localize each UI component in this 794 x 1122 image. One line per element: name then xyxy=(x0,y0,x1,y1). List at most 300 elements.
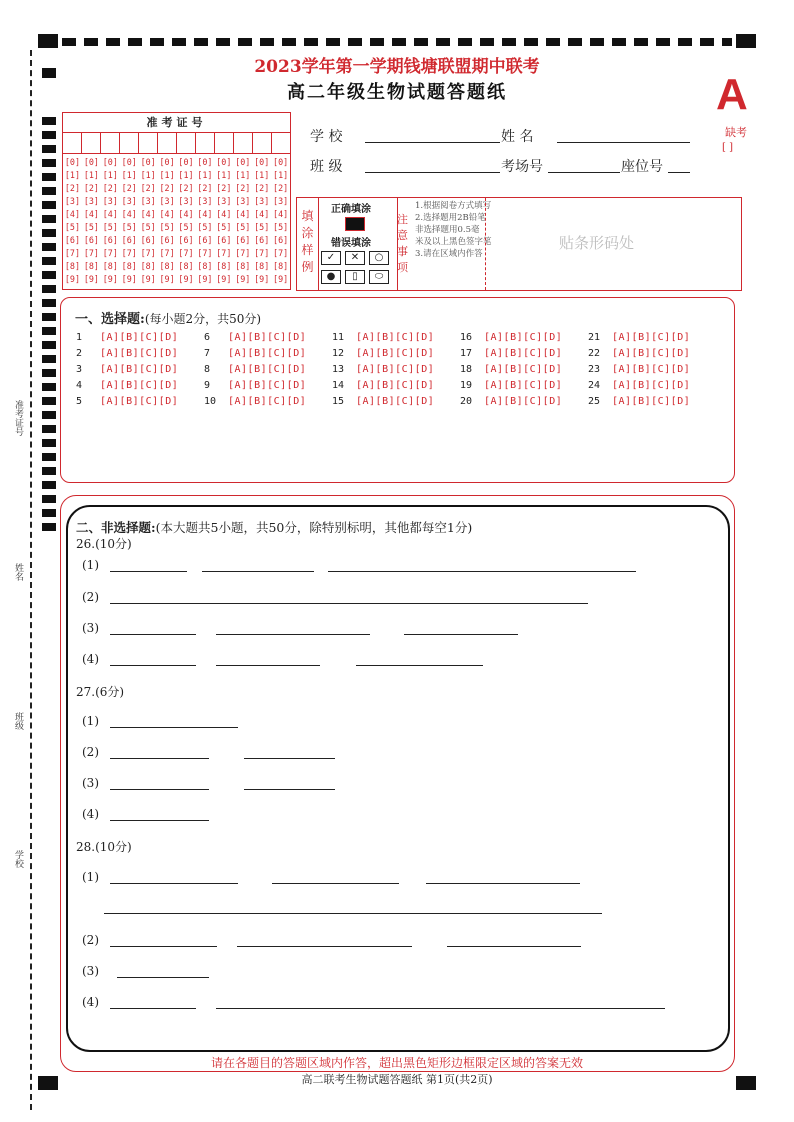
exam-number-cell[interactable] xyxy=(177,133,196,153)
digit-bubble[interactable]: [4] xyxy=(254,209,270,219)
choice-item xyxy=(332,380,460,396)
timing-mark xyxy=(42,439,56,447)
digit-bubble[interactable]: [1] xyxy=(254,170,270,180)
q27-2-blank-b[interactable] xyxy=(244,758,335,759)
circle-mark-icon: ○ xyxy=(369,251,389,265)
timing-mark xyxy=(42,355,56,363)
digit-bubble[interactable]: [4] xyxy=(140,209,156,219)
question-26-title: 26.(10分) xyxy=(76,537,132,551)
q26-part-1: (1) xyxy=(82,558,99,572)
multiple-choice-section xyxy=(60,297,735,483)
digit-bubble[interactable]: [3] xyxy=(216,196,232,206)
q27-3-blank-b[interactable] xyxy=(244,789,335,790)
correct-fill-label: 正确填涂 xyxy=(331,204,371,215)
digit-bubble[interactable]: [9] xyxy=(121,274,137,284)
answer-options[interactable]: [A][B][C][D] xyxy=(228,332,307,343)
answer-options[interactable]: [A][B][C][D] xyxy=(612,332,691,343)
exam-number-digit-row xyxy=(63,208,290,221)
answer-options[interactable]: [A][B][C][D] xyxy=(100,348,179,359)
q27-part-3: (3) xyxy=(82,776,99,790)
digit-bubble[interactable]: [8] xyxy=(178,261,194,271)
digit-bubble[interactable]: [7] xyxy=(140,248,156,258)
question-number: 15 xyxy=(332,396,345,407)
answer-options[interactable]: [A][B][C][D] xyxy=(356,396,435,407)
answer-options[interactable]: [A][B][C][D] xyxy=(612,364,691,375)
digit-bubble[interactable]: [4] xyxy=(159,209,175,219)
digit-bubble[interactable]: [3] xyxy=(159,196,175,206)
q28-2-blank-a[interactable] xyxy=(110,946,217,947)
exam-number-digit-row xyxy=(63,247,290,260)
digit-bubble[interactable]: [3] xyxy=(197,196,213,206)
digit-bubble[interactable]: [0] xyxy=(102,157,118,167)
q27-part-4: (4) xyxy=(82,807,99,821)
question-number: 18 xyxy=(460,364,473,375)
q28-3-blank[interactable] xyxy=(117,977,209,978)
timing-mark xyxy=(42,201,56,209)
question-number: 3 xyxy=(76,364,83,375)
page-footer: 高二联考生物试题答题纸 第1页(共2页) xyxy=(301,1073,493,1086)
digit-bubble[interactable]: [2] xyxy=(216,183,232,193)
choice-item xyxy=(588,380,716,396)
digit-bubble[interactable]: [0] xyxy=(178,157,194,167)
digit-bubble[interactable]: [9] xyxy=(102,274,118,284)
digit-bubble[interactable]: [8] xyxy=(64,261,81,271)
digit-bubble[interactable]: [1] xyxy=(197,170,213,180)
digit-bubble[interactable]: [1] xyxy=(216,170,232,180)
question-number: 16 xyxy=(460,332,473,343)
q28-part-1: (1) xyxy=(82,870,99,884)
answer-options[interactable]: [A][B][C][D] xyxy=(356,364,435,375)
answer-options[interactable]: [A][B][C][D] xyxy=(100,396,179,407)
digit-bubble[interactable]: [9] xyxy=(254,274,270,284)
answer-options[interactable]: [A][B][C][D] xyxy=(228,380,307,391)
digit-bubble[interactable]: [3] xyxy=(254,196,270,206)
digit-bubble[interactable]: [3] xyxy=(64,196,81,206)
q26-1-blank-a[interactable] xyxy=(110,571,187,572)
digit-bubble[interactable]: [5] xyxy=(273,222,289,232)
note-line: 2.选择题用2B铅笔 xyxy=(415,213,486,223)
answer-options[interactable]: [A][B][C][D] xyxy=(484,380,563,391)
answer-options[interactable]: [A][B][C][D] xyxy=(100,332,179,343)
question-number: 11 xyxy=(332,332,345,343)
exam-number-cell[interactable] xyxy=(63,133,82,153)
choice-row xyxy=(76,332,716,348)
note-line: 1.根据阅卷方式填写 xyxy=(415,201,492,211)
answer-options[interactable]: [A][B][C][D] xyxy=(484,396,563,407)
exam-number-write-cells[interactable] xyxy=(63,133,290,154)
digit-bubble[interactable]: [8] xyxy=(273,261,289,271)
timing-mark xyxy=(42,481,56,489)
q28-1-blank-b[interactable] xyxy=(272,883,399,884)
digit-bubble[interactable]: [8] xyxy=(102,261,118,271)
digit-bubble[interactable]: [3] xyxy=(178,196,194,206)
answer-region-border xyxy=(66,505,730,1052)
room-label: 考场号 xyxy=(501,159,543,175)
digit-bubble[interactable]: [1] xyxy=(121,170,137,180)
timing-mark xyxy=(42,159,56,167)
digit-bubble[interactable]: [5] xyxy=(178,222,194,232)
q26-3-blank-b[interactable] xyxy=(216,634,370,635)
choice-item xyxy=(460,396,588,412)
answer-options[interactable]: [A][B][C][D] xyxy=(612,380,691,391)
choice-item xyxy=(460,364,588,380)
digit-bubble[interactable]: [1] xyxy=(83,170,99,180)
exam-title: 2023学年第一学期钱塘联盟期中联考 xyxy=(254,57,540,77)
choice-item xyxy=(76,380,204,396)
q28-1-blank-a[interactable] xyxy=(110,883,238,884)
digit-bubble[interactable]: [0] xyxy=(235,157,251,167)
barcode-area: 贴条形码处 xyxy=(559,234,635,252)
timing-mark xyxy=(42,187,56,195)
digit-bubble[interactable]: [6] xyxy=(197,235,213,245)
timing-mark xyxy=(42,523,56,531)
side-label-school: 学校 xyxy=(13,850,23,868)
digit-bubble[interactable]: [6] xyxy=(159,235,175,245)
exam-number-cell[interactable] xyxy=(158,133,177,153)
cross-mark-icon: ✕ xyxy=(345,251,365,265)
digit-bubble[interactable]: [3] xyxy=(273,196,289,206)
digit-bubble[interactable]: [7] xyxy=(254,248,270,258)
answer-options[interactable]: [A][B][C][D] xyxy=(612,396,691,407)
timing-mark xyxy=(42,229,56,237)
question-28-title: 28.(10分) xyxy=(76,840,132,854)
question-number: 22 xyxy=(588,348,601,359)
q26-1-blank-b[interactable] xyxy=(202,571,314,572)
digit-bubble[interactable]: [5] xyxy=(197,222,213,232)
exam-number-label: 准考证号 xyxy=(63,113,290,133)
choice-item xyxy=(204,332,332,348)
answer-options[interactable]: [A][B][C][D] xyxy=(484,364,563,375)
question-number: 12 xyxy=(332,348,345,359)
answer-options[interactable]: [A][B][C][D] xyxy=(612,348,691,359)
digit-bubble[interactable]: [6] xyxy=(102,235,118,245)
digit-bubble[interactable]: [7] xyxy=(178,248,194,258)
seat-label: 座位号 xyxy=(621,159,663,175)
timing-mark xyxy=(42,285,56,293)
digit-bubble[interactable]: [7] xyxy=(197,248,213,258)
digit-bubble[interactable]: [5] xyxy=(235,222,251,232)
digit-bubble[interactable]: [1] xyxy=(102,170,118,180)
digit-bubble[interactable]: [5] xyxy=(102,222,118,232)
question-number: 13 xyxy=(332,364,345,375)
digit-bubble[interactable]: [4] xyxy=(216,209,232,219)
choice-item xyxy=(76,364,204,380)
digit-bubble[interactable]: [2] xyxy=(83,183,99,193)
digit-bubble[interactable]: [2] xyxy=(121,183,137,193)
q28-4-blank-b[interactable] xyxy=(216,1008,665,1009)
absent-checkbox[interactable]: [ ] xyxy=(722,142,733,153)
digit-bubble[interactable]: [9] xyxy=(273,274,289,284)
q26-part-4: (4) xyxy=(82,652,99,666)
digit-bubble[interactable]: [5] xyxy=(254,222,270,232)
digit-bubble[interactable]: [8] xyxy=(235,261,251,271)
question-number: 5 xyxy=(76,396,83,407)
answer-options[interactable]: [A][B][C][D] xyxy=(484,348,563,359)
digit-bubble[interactable]: [3] xyxy=(140,196,156,206)
answer-options[interactable]: [A][B][C][D] xyxy=(356,332,435,343)
q26-2-blank[interactable] xyxy=(110,603,588,604)
digit-bubble[interactable]: [1] xyxy=(64,170,81,180)
digit-bubble[interactable]: [4] xyxy=(235,209,251,219)
side-label-name: 姓名 xyxy=(13,563,23,581)
exam-number-grid xyxy=(62,112,291,290)
digit-bubble[interactable]: [2] xyxy=(64,183,81,193)
digit-bubble[interactable]: [9] xyxy=(178,274,194,284)
corner-mark-tl xyxy=(38,34,58,48)
question-number: 2 xyxy=(76,348,83,359)
digit-bubble[interactable]: [0] xyxy=(140,157,156,167)
question-number: 14 xyxy=(332,380,345,391)
digit-bubble[interactable]: [6] xyxy=(216,235,232,245)
exam-number-digit-row xyxy=(63,156,290,169)
digit-bubble[interactable]: [6] xyxy=(121,235,137,245)
digit-bubble[interactable]: [1] xyxy=(159,170,175,180)
digit-bubble[interactable]: [4] xyxy=(102,209,118,219)
paper-title: 高二年级生物试题答题纸 xyxy=(287,82,507,103)
school-field[interactable] xyxy=(365,142,500,143)
timing-mark xyxy=(42,271,56,279)
timing-mark xyxy=(42,369,56,377)
digit-bubble[interactable]: [9] xyxy=(159,274,175,284)
digit-bubble[interactable]: [9] xyxy=(140,274,156,284)
digit-bubble[interactable]: [0] xyxy=(216,157,232,167)
timing-mark xyxy=(42,495,56,503)
q28-1-blank-d[interactable] xyxy=(104,913,602,914)
question-number: 1 xyxy=(76,332,83,343)
choice-item xyxy=(204,364,332,380)
digit-bubble[interactable]: [5] xyxy=(159,222,175,232)
exam-number-cell[interactable] xyxy=(215,133,234,153)
digit-bubble[interactable]: [8] xyxy=(197,261,213,271)
digit-bubble[interactable]: [1] xyxy=(178,170,194,180)
digit-bubble[interactable]: [2] xyxy=(178,183,194,193)
exam-number-cell[interactable] xyxy=(234,133,253,153)
exam-number-cell[interactable] xyxy=(120,133,139,153)
question-number: 21 xyxy=(588,332,601,343)
q27-4-blank[interactable] xyxy=(110,820,209,821)
timing-mark xyxy=(42,453,56,461)
choice-grid xyxy=(76,332,716,412)
exam-number-cell[interactable] xyxy=(82,133,101,153)
q26-4-blank-c[interactable] xyxy=(356,665,483,666)
digit-bubble[interactable]: [6] xyxy=(273,235,289,245)
notes-side-label: 注意事项 xyxy=(397,213,408,274)
timing-mark xyxy=(42,341,56,349)
digit-bubble[interactable]: [4] xyxy=(273,209,289,219)
q26-3-blank-a[interactable] xyxy=(110,634,196,635)
answer-options[interactable]: [A][B][C][D] xyxy=(228,396,307,407)
digit-bubble[interactable]: [4] xyxy=(121,209,137,219)
class-label: 班 级 xyxy=(310,159,343,175)
digit-bubble[interactable]: [7] xyxy=(64,248,81,258)
digit-bubble[interactable]: [1] xyxy=(235,170,251,180)
timing-mark xyxy=(42,299,56,307)
fill-sample-box xyxy=(296,197,742,291)
digit-bubble[interactable]: [5] xyxy=(216,222,232,232)
fill-sample-side-label: 填涂样例 xyxy=(297,198,319,290)
digit-bubble[interactable]: [1] xyxy=(140,170,156,180)
digit-bubble[interactable]: [7] xyxy=(159,248,175,258)
choice-item xyxy=(76,348,204,364)
choice-row xyxy=(76,364,716,380)
fill-sample-examples xyxy=(319,198,398,290)
q27-2-blank-a[interactable] xyxy=(110,758,209,759)
digit-bubble[interactable]: [0] xyxy=(159,157,175,167)
choice-item xyxy=(76,396,204,412)
digit-bubble[interactable]: [7] xyxy=(216,248,232,258)
q27-3-blank-a[interactable] xyxy=(110,789,209,790)
note-line: 非选择题用0.5毫 xyxy=(415,225,480,235)
timing-mark xyxy=(42,313,56,321)
digit-bubble[interactable]: [4] xyxy=(197,209,213,219)
digit-bubble[interactable]: [3] xyxy=(235,196,251,206)
digit-bubble[interactable]: [0] xyxy=(273,157,289,167)
answer-options[interactable]: [A][B][C][D] xyxy=(100,364,179,375)
digit-bubble[interactable]: [8] xyxy=(254,261,270,271)
answer-options[interactable]: [A][B][C][D] xyxy=(356,380,435,391)
timing-mark xyxy=(42,131,56,139)
q26-4-blank-b[interactable] xyxy=(216,665,320,666)
digit-bubble[interactable]: [6] xyxy=(83,235,99,245)
note-line: 3.请在区域内作答 xyxy=(415,249,483,259)
timing-mark xyxy=(42,411,56,419)
section1-heading xyxy=(75,308,261,327)
digit-bubble[interactable]: [4] xyxy=(83,209,99,219)
correct-fill-mark xyxy=(345,217,365,231)
version-letter: A xyxy=(716,70,748,119)
digit-bubble[interactable]: [3] xyxy=(121,196,137,206)
digit-bubble[interactable]: [2] xyxy=(254,183,270,193)
digit-bubble[interactable]: [5] xyxy=(83,222,99,232)
digit-bubble[interactable]: [7] xyxy=(102,248,118,258)
answer-options[interactable]: [A][B][C][D] xyxy=(228,348,307,359)
digit-bubble[interactable]: [5] xyxy=(64,222,81,232)
name-field[interactable] xyxy=(557,142,690,143)
digit-bubble[interactable]: [2] xyxy=(235,183,251,193)
q26-1-blank-c[interactable] xyxy=(328,571,636,572)
digit-bubble[interactable]: [9] xyxy=(64,274,81,284)
question-number: 10 xyxy=(204,396,217,407)
q28-2-blank-c[interactable] xyxy=(447,946,581,947)
oval-mark-icon: ⬭ xyxy=(369,270,389,284)
digit-bubble[interactable]: [6] xyxy=(235,235,251,245)
room-field[interactable] xyxy=(548,172,620,173)
exam-number-digit-row xyxy=(63,221,290,234)
digit-bubble[interactable]: [8] xyxy=(159,261,175,271)
digit-bubble[interactable]: [4] xyxy=(64,209,81,219)
digit-bubble[interactable]: [0] xyxy=(121,157,137,167)
digit-bubble[interactable]: [2] xyxy=(197,183,213,193)
digit-bubble[interactable]: [8] xyxy=(121,261,137,271)
timing-mark xyxy=(42,383,56,391)
answer-options[interactable]: [A][B][C][D] xyxy=(356,348,435,359)
choice-item xyxy=(588,396,716,412)
digit-bubble[interactable]: [9] xyxy=(216,274,232,284)
section2-note: (本大题共5小题，共50分，除特别标明，其他都每空1分) xyxy=(155,520,473,535)
q26-4-blank-a[interactable] xyxy=(110,665,196,666)
digit-bubble[interactable]: [1] xyxy=(273,170,289,180)
absent-label: 缺考 xyxy=(725,126,747,139)
timing-mark xyxy=(42,215,56,223)
q26-3-blank-c[interactable] xyxy=(404,634,518,635)
digit-bubble[interactable]: [5] xyxy=(121,222,137,232)
school-label: 学 校 xyxy=(310,129,343,145)
choice-row xyxy=(76,396,716,412)
q28-2-blank-b[interactable] xyxy=(237,946,412,947)
side-label-class: 班级 xyxy=(13,712,23,730)
exam-number-cell[interactable] xyxy=(196,133,215,153)
seat-field[interactable] xyxy=(668,172,690,173)
exam-number-cell[interactable] xyxy=(272,133,290,153)
q27-1-blank[interactable] xyxy=(110,727,238,728)
answer-options[interactable]: [A][B][C][D] xyxy=(228,364,307,375)
wrong-fill-label: 错误填涂 xyxy=(331,238,371,249)
timing-mark xyxy=(42,145,56,153)
digit-bubble[interactable]: [0] xyxy=(83,157,99,167)
digit-bubble[interactable]: [0] xyxy=(254,157,270,167)
digit-bubble[interactable]: [9] xyxy=(197,274,213,284)
digit-bubble[interactable]: [0] xyxy=(64,157,81,167)
digit-bubble[interactable]: [3] xyxy=(83,196,99,206)
digit-bubble[interactable]: [8] xyxy=(83,261,99,271)
timing-mark xyxy=(42,117,56,125)
digit-bubble[interactable]: [4] xyxy=(178,209,194,219)
exam-number-cell[interactable] xyxy=(139,133,158,153)
answer-options[interactable]: [A][B][C][D] xyxy=(484,332,563,343)
exam-number-digit-row xyxy=(63,273,290,286)
digit-bubble[interactable]: [9] xyxy=(235,274,251,284)
question-number: 9 xyxy=(204,380,211,391)
choice-item xyxy=(204,348,332,364)
timing-mark xyxy=(42,243,56,251)
digit-bubble[interactable]: [9] xyxy=(83,274,99,284)
question-number: 24 xyxy=(588,380,601,391)
digit-bubble[interactable]: [2] xyxy=(273,183,289,193)
question-number: 20 xyxy=(460,396,473,407)
digit-bubble[interactable]: [8] xyxy=(140,261,156,271)
digit-bubble[interactable]: [3] xyxy=(102,196,118,206)
digit-bubble[interactable]: [5] xyxy=(140,222,156,232)
exam-number-cell[interactable] xyxy=(253,133,272,153)
choice-item xyxy=(332,332,460,348)
class-field[interactable] xyxy=(365,172,500,173)
answer-area-warning: 请在各题目的答题区域内作答，超出黑色矩形边框限定区域的答案无效 xyxy=(210,1056,583,1070)
q28-4-blank-a[interactable] xyxy=(110,1008,196,1009)
choice-item xyxy=(204,380,332,396)
digit-bubble[interactable]: [2] xyxy=(102,183,118,193)
answer-options[interactable]: [A][B][C][D] xyxy=(100,380,179,391)
digit-bubble[interactable]: [6] xyxy=(140,235,156,245)
digit-bubble[interactable]: [6] xyxy=(254,235,270,245)
timing-mark xyxy=(42,257,56,265)
exam-number-cell[interactable] xyxy=(101,133,120,153)
digit-bubble[interactable]: [7] xyxy=(273,248,289,258)
choice-row xyxy=(76,348,716,364)
digit-bubble[interactable]: [6] xyxy=(64,235,81,245)
q27-part-1: (1) xyxy=(82,714,99,728)
q28-1-blank-c[interactable] xyxy=(426,883,580,884)
digit-bubble[interactable]: [7] xyxy=(83,248,99,258)
digit-bubble[interactable]: [7] xyxy=(121,248,137,258)
digit-bubble[interactable]: [2] xyxy=(159,183,175,193)
digit-bubble[interactable]: [6] xyxy=(178,235,194,245)
digit-bubble[interactable]: [2] xyxy=(140,183,156,193)
digit-bubble[interactable]: [8] xyxy=(216,261,232,271)
digit-bubble[interactable]: [0] xyxy=(197,157,213,167)
digit-bubble[interactable]: [7] xyxy=(235,248,251,258)
timing-mark xyxy=(42,173,56,181)
section2-title: 二、非选择题: xyxy=(76,520,156,535)
